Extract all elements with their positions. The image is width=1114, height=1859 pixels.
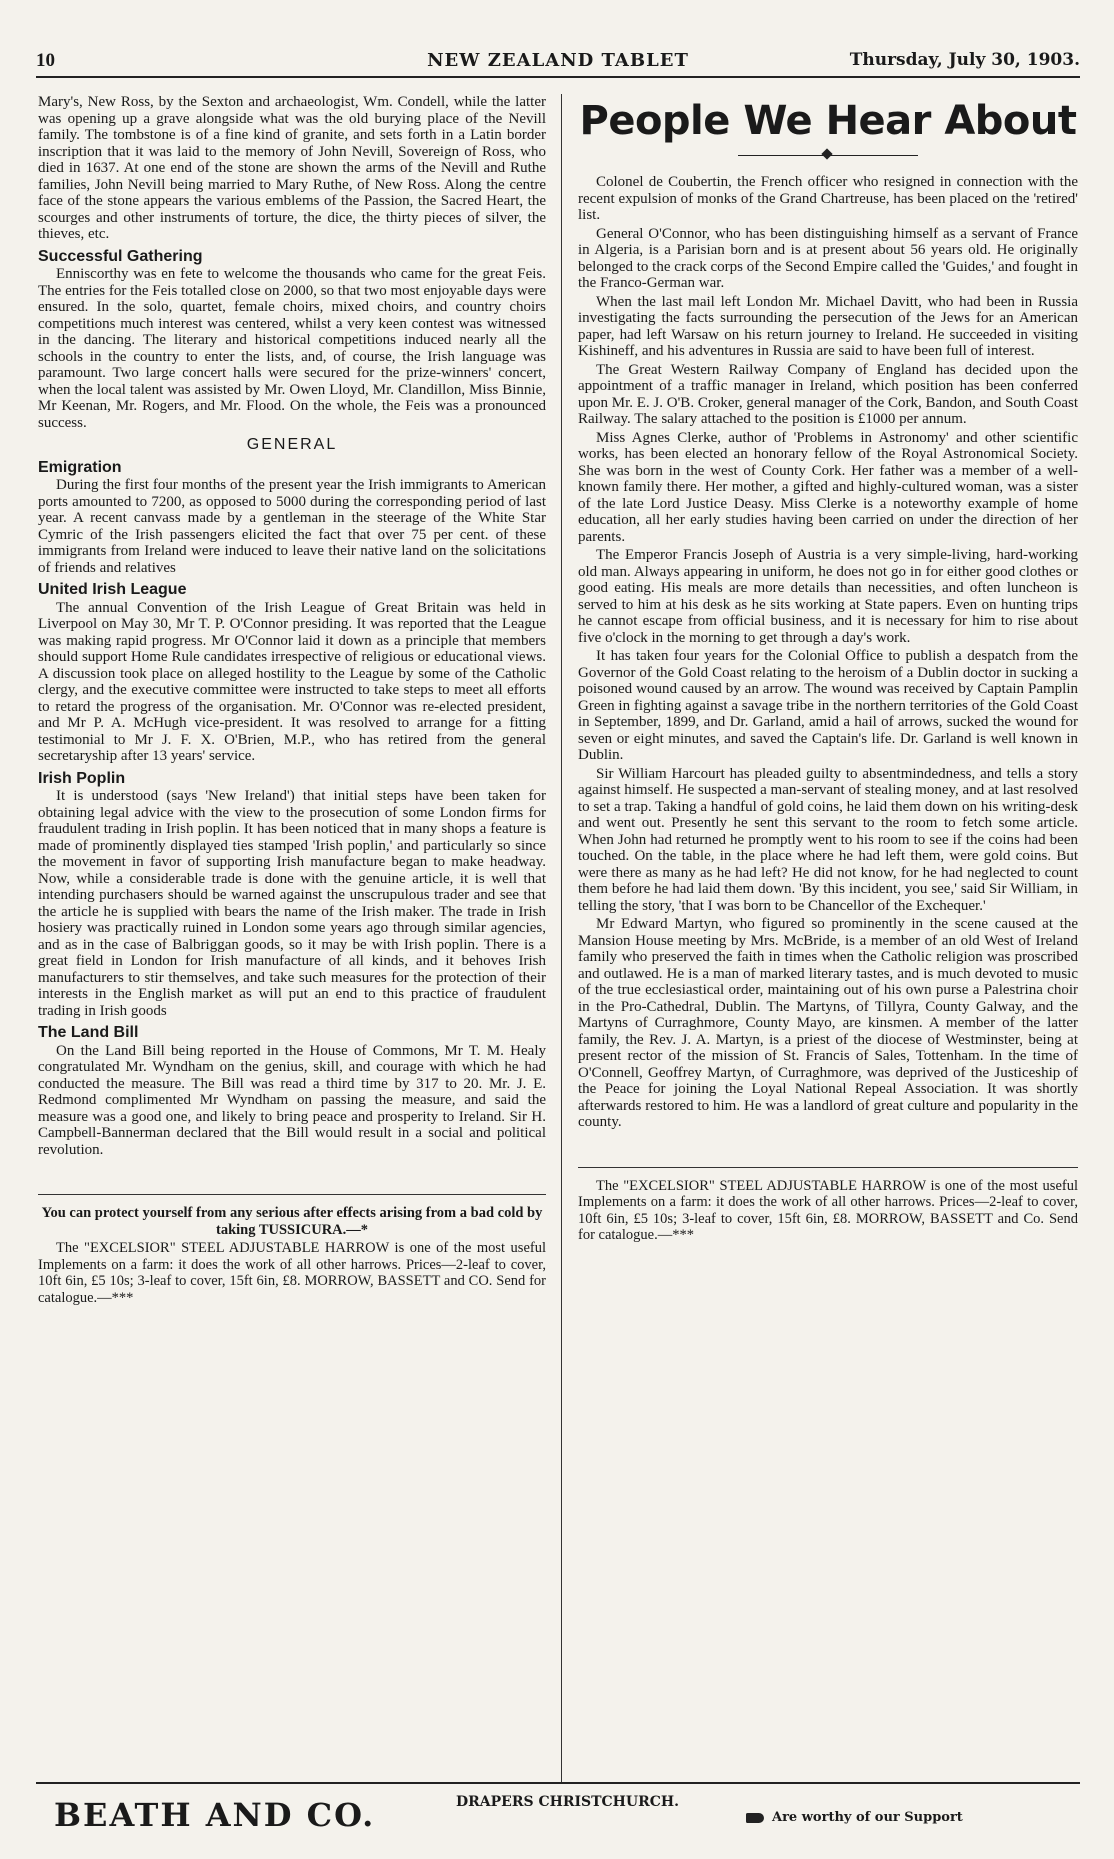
page-footer	[36, 1782, 1080, 1834]
article-paragraph: Colonel de Coubertin, the French officer who resigned in connection with the recent expulsion of monks of the Grand Chartreuse, has been placed on the 'retired' list.	[578, 174, 1078, 223]
section-heading: Irish Poplin	[38, 769, 126, 787]
article-paragraph: When the last mail left London Mr. Michael Davitt, who had been in Russia investigating the facts surrounding the persecution of the Jews for an American paper, had left Warsaw on his return journey to Ireland. He succeeded in visiting Kishineff, and his adventures in Russia are said to have been full of interest.	[578, 293, 1078, 359]
section-heading: Successful Gathering	[38, 247, 203, 265]
issue-date: Thursday, July 30, 1903.	[849, 50, 1080, 70]
column-divider	[561, 94, 562, 1784]
page-header	[36, 46, 1080, 78]
article-paragraph: It is understood (says 'New Ireland') that initial steps have been taken for obtaining legal advice with the view to the prosecution of some London firms for fraudulent trading in Irish poplin. It has been noticed that in many shops a feature is made of prominently displayed ties stamped 'Irish poplin,' and particularly so since the movement in favor of supporting Irish manufacture began to make headway. Now, while a considerable trade is done with the genuine article, it is well that intending purchasers should be warned against the unscrupulous trader and see that the article he is supplied with bears the name of the Irish maker. The trade in Irish hosiery was practically ruined in London some years ago through similar agencies, and as in the case of Balbriggan goods, so it may be with Irish poplin. There is a great field in London for Irish manufacture of all kinds, and it behoves Irish manufacturers to stir themselves, and take such measures for the protection of their interests in the English market as will put an end to this practice of fraudulent trading in Irish goods	[38, 788, 546, 1019]
article-paragraph: Miss Agnes Clerke, author of 'Problems in Astronomy' and other scientific works, has been elected an honorary fellow of the Royal Astronomical Society. She was born in the west of County Cork. Her father was a member of a well-known family there. Her mother, a gifted and highly-cultured woman, was a sister of the late Lord Justice Deasy. Miss Clerke is a noteworthy example of home education, all her early studies having been carried on under the direction of her parents.	[578, 429, 1078, 545]
advertisement-tussicura: You can protect yourself from any serious after effects arising from a bad cold by taking TUSSICURA.—*	[41, 1205, 543, 1238]
article-paragraph: Mary's, New Ross, by the Sexton and archaeologist, Wm. Condell, while the latter was opening up a grave alongside what was the old burying place of the Nevill family. The tombstone is of a fine kind of granite, and sets forth in a Latin border inscription that it was laid to the memory of John Nevill, Sovereign of Ross, who died in 1637. At one end of the stone are shown the arms of the Nevill and Ruthe families, John Nevill being married to Mary Ruthe, of New Ross. Along the centre face of the stone appears the various emblems of the Passion, the Sacred Heart, the scourges and other instruments of torture, the dice, the thirty pieces of silver, the thieves, etc.	[38, 94, 546, 242]
support-notice	[746, 1810, 963, 1825]
article-paragraph: General O'Connor, who has been distinguishing himself as a servant of France in Algeria, is a Parisian born and is at present about 56 years old. He originally belonged to the crack corps of the Second Empire called the 'Guides,' and fought in the Franco-German war.	[578, 225, 1078, 291]
article-paragraph: During the first four months of the present year the Irish immigrants to American ports amounted to 7200, as opposed to 5000 during the corresponding period of last year. A recent canvass made by a gentleman in the steerage of the White Star Cymric of the Irish passengers elicited the fact that over 75 per cent. of these immigrants from Ireland were induced to leave their native land on the solicitations of friends and relatives	[38, 477, 546, 576]
section-heading: The Land Bill	[38, 1024, 139, 1041]
page-number: 10	[36, 50, 55, 71]
advertisement-harrow: The "EXCELSIOR" STEEL ADJUSTABLE HARROW is one of the most useful Implements on a farm: it does the work of all other harrows. Prices—2-leaf to cover, 10ft 6in, £5 10s; 3-leaf to cover, 15ft 6in, £8. MORROW, BASSETT and Co. Send for catalogue.—***	[578, 1177, 1078, 1243]
diamond-icon	[821, 148, 832, 159]
article-paragraph: Mr Edward Martyn, who figured so prominently in the scene caused at the Mansion House meeting by Mrs. McBride, is a member of an old West of Ireland family who preserved the faith in times when the Catholic religion was proscribed and outlawed. He is a man of marked literary tastes, and is much devoted to music of the true ecclesiastical order, maintaining out of his own purse a Palestrina choir in the Pro-Cathedral, Dublin. The Martyns, of Tillyra, County Galway, and the Martyns of Curraghmore, County Mayo, are kinsmen. A member of the latter family, the Rev. J. A. Martyn, is a priest of the diocese of Westminster, being at present rector of the mission of St. Francis of Sales, Tottenham. In the time of O'Connell, Geoffrey Martyn, of Curraghmore, was deprived of the Justiceship of the Peace for joining the Loyal National Repeal Association. It was shortly afterwards restored to him. He was a landlord of great culture and popularity in the county.	[578, 916, 1078, 1130]
advertisement-block	[578, 1167, 1078, 1244]
pointing-hand-icon	[746, 1813, 764, 1823]
article-paragraph: Sir William Harcourt has pleaded guilty to absentmindedness, and tells a story against himself. He suspected a man-servant of stealing money, and at last resolved to set a trap. Taking a handful of gold coins, he laid them down on his writing-desk and went out. Presently he sent this servant to the room to fetch some article. When John had returned he promptly went to his room to see if the coins had been touched. On the table, in the place where he had left them, were gold coins. But were there as many as he had left? He did not know, for he had neglected to count them before he had laid them down. 'By this incident, you see,' said Sir William, in telling the story, 'that I was born to be Chancellor of the Exchequer.'	[578, 765, 1078, 914]
advertisement-block	[38, 1194, 546, 1306]
support-text: Are worthy of our Support	[772, 1810, 963, 1825]
firm-name: BEATH AND CO.	[54, 1796, 376, 1834]
article-paragraph: On the Land Bill being reported in the House of Commons, Mr T. M. Healy congratulated Mr. Wyndham on the genius, skill, and courage with which he had conducted the measure. The Bill was read a third time by 317 to 20. Mr. J. E. Redmond complimented Mr Wyndham on passing the measure, and said the measure was a good one, and likely to bring peace and prosperity to Ireland. Sir H. Campbell-Bannerman declared that the Bill would result in a social and political revolution.	[38, 1042, 546, 1158]
section-heading: Emigration	[38, 458, 122, 476]
publication-title: NEW ZEALAND TABLET	[427, 50, 689, 71]
ornament-rule	[738, 150, 918, 160]
section-title: People We Hear About	[579, 98, 1077, 144]
article-paragraph: It has taken four years for the Colonial Office to publish a despatch from the Governor of the Gold Coast relating to the heroism of a Dublin doctor in sucking a poisoned wound caused by an arrow. The wound was received by Captain Pamplin Green in fighting against a savage tribe in the northern territories of the Gold Coast in September, 1899, and Dr. Garland, amid a hail of arrows, sucked the wound for seven or eight minutes, and saved the Captain's life. Dr. Garland is well known in Dublin.	[578, 648, 1078, 763]
article-paragraph: The annual Convention of the Irish League of Great Britain was held in Liverpool on May 30, Mr T. P. O'Connor presiding. It was reported that the League was making rapid progress. Mr O'Connor laid it down as a principle that members should support Home Rule candidates irrespective of religious or educational views. A discussion took place on alleged hostility to the League by some of the Catholic clergy, and the executive committee were instructed to take steps to meet all efforts to retard the progress of the organisation. Mr. O'Connor was re-elected president, and Mr P. A. McHugh vice-president. It was resolved to arrange for a fitting testimonial to Mr J. F. X. O'Brien, M.P., who has retired from the general secretaryship after 13 years' service.	[38, 599, 546, 764]
article-paragraph: The Great Western Railway Company of England has decided upon the appointment of a traffic manager in Ireland, which position has been conferred upon Mr. E. J. O'B. Croker, general manager of the Cork, Bandon, and South Coast Railway. The salary attached to the position is £1000 per annum.	[578, 361, 1078, 427]
article-paragraph: The Emperor Francis Joseph of Austria is a very simple-living, hard-working old man. Always appearing in uniform, he does not go in for either good clothes or good eating. His meals are more details than necessities, and often luncheon is served to him at his desk as he sits working at State papers. Even on hunting trips he cannot escape from official business, and it is necessary for him to rise about five o'clock in the morning to get through a day's work.	[578, 547, 1078, 646]
article-paragraph: Enniscorthy was en fete to welcome the thousands who came for the great Feis. The entries for the Feis totalled close on 2000, so that two most enjoyable days were ensured. In the solo, quartet, female choirs, mixed choirs, and country choirs competitions much interest was centered, whilst a very keen contest was witnessed in the dancing. The literary and historical competitions induced nearly all the schools in the country to enter the lists, and, of course, the Irish language was paramount. Two large concert halls were secured for the prize-winners' concert, when the local talent was assisted by Mr. Owen Lloyd, Mr. Clandillon, Miss Binnie, Mr Keenan, Mr. Rogers, and Mr. Flood. On the whole, the Feis was a pronounced success.	[38, 266, 546, 431]
left-column	[38, 94, 546, 1814]
advertisement-harrow: The "EXCELSIOR" STEEL ADJUSTABLE HARROW is one of the most useful Implements on a farm: it does the work of all other harrows. Prices—2-leaf to cover, 10ft 6in, £5 10s; 3-leaf to cover, 15ft 6in, £8. MORROW, BASSETT and CO. Send for catalogue.—***	[38, 1240, 546, 1306]
firm-location: DRAPERS CHRISTCHURCH.	[456, 1794, 679, 1810]
section-heading: GENERAL	[246, 436, 338, 453]
section-heading: United Irish League	[38, 581, 187, 598]
right-column	[578, 94, 1078, 1814]
